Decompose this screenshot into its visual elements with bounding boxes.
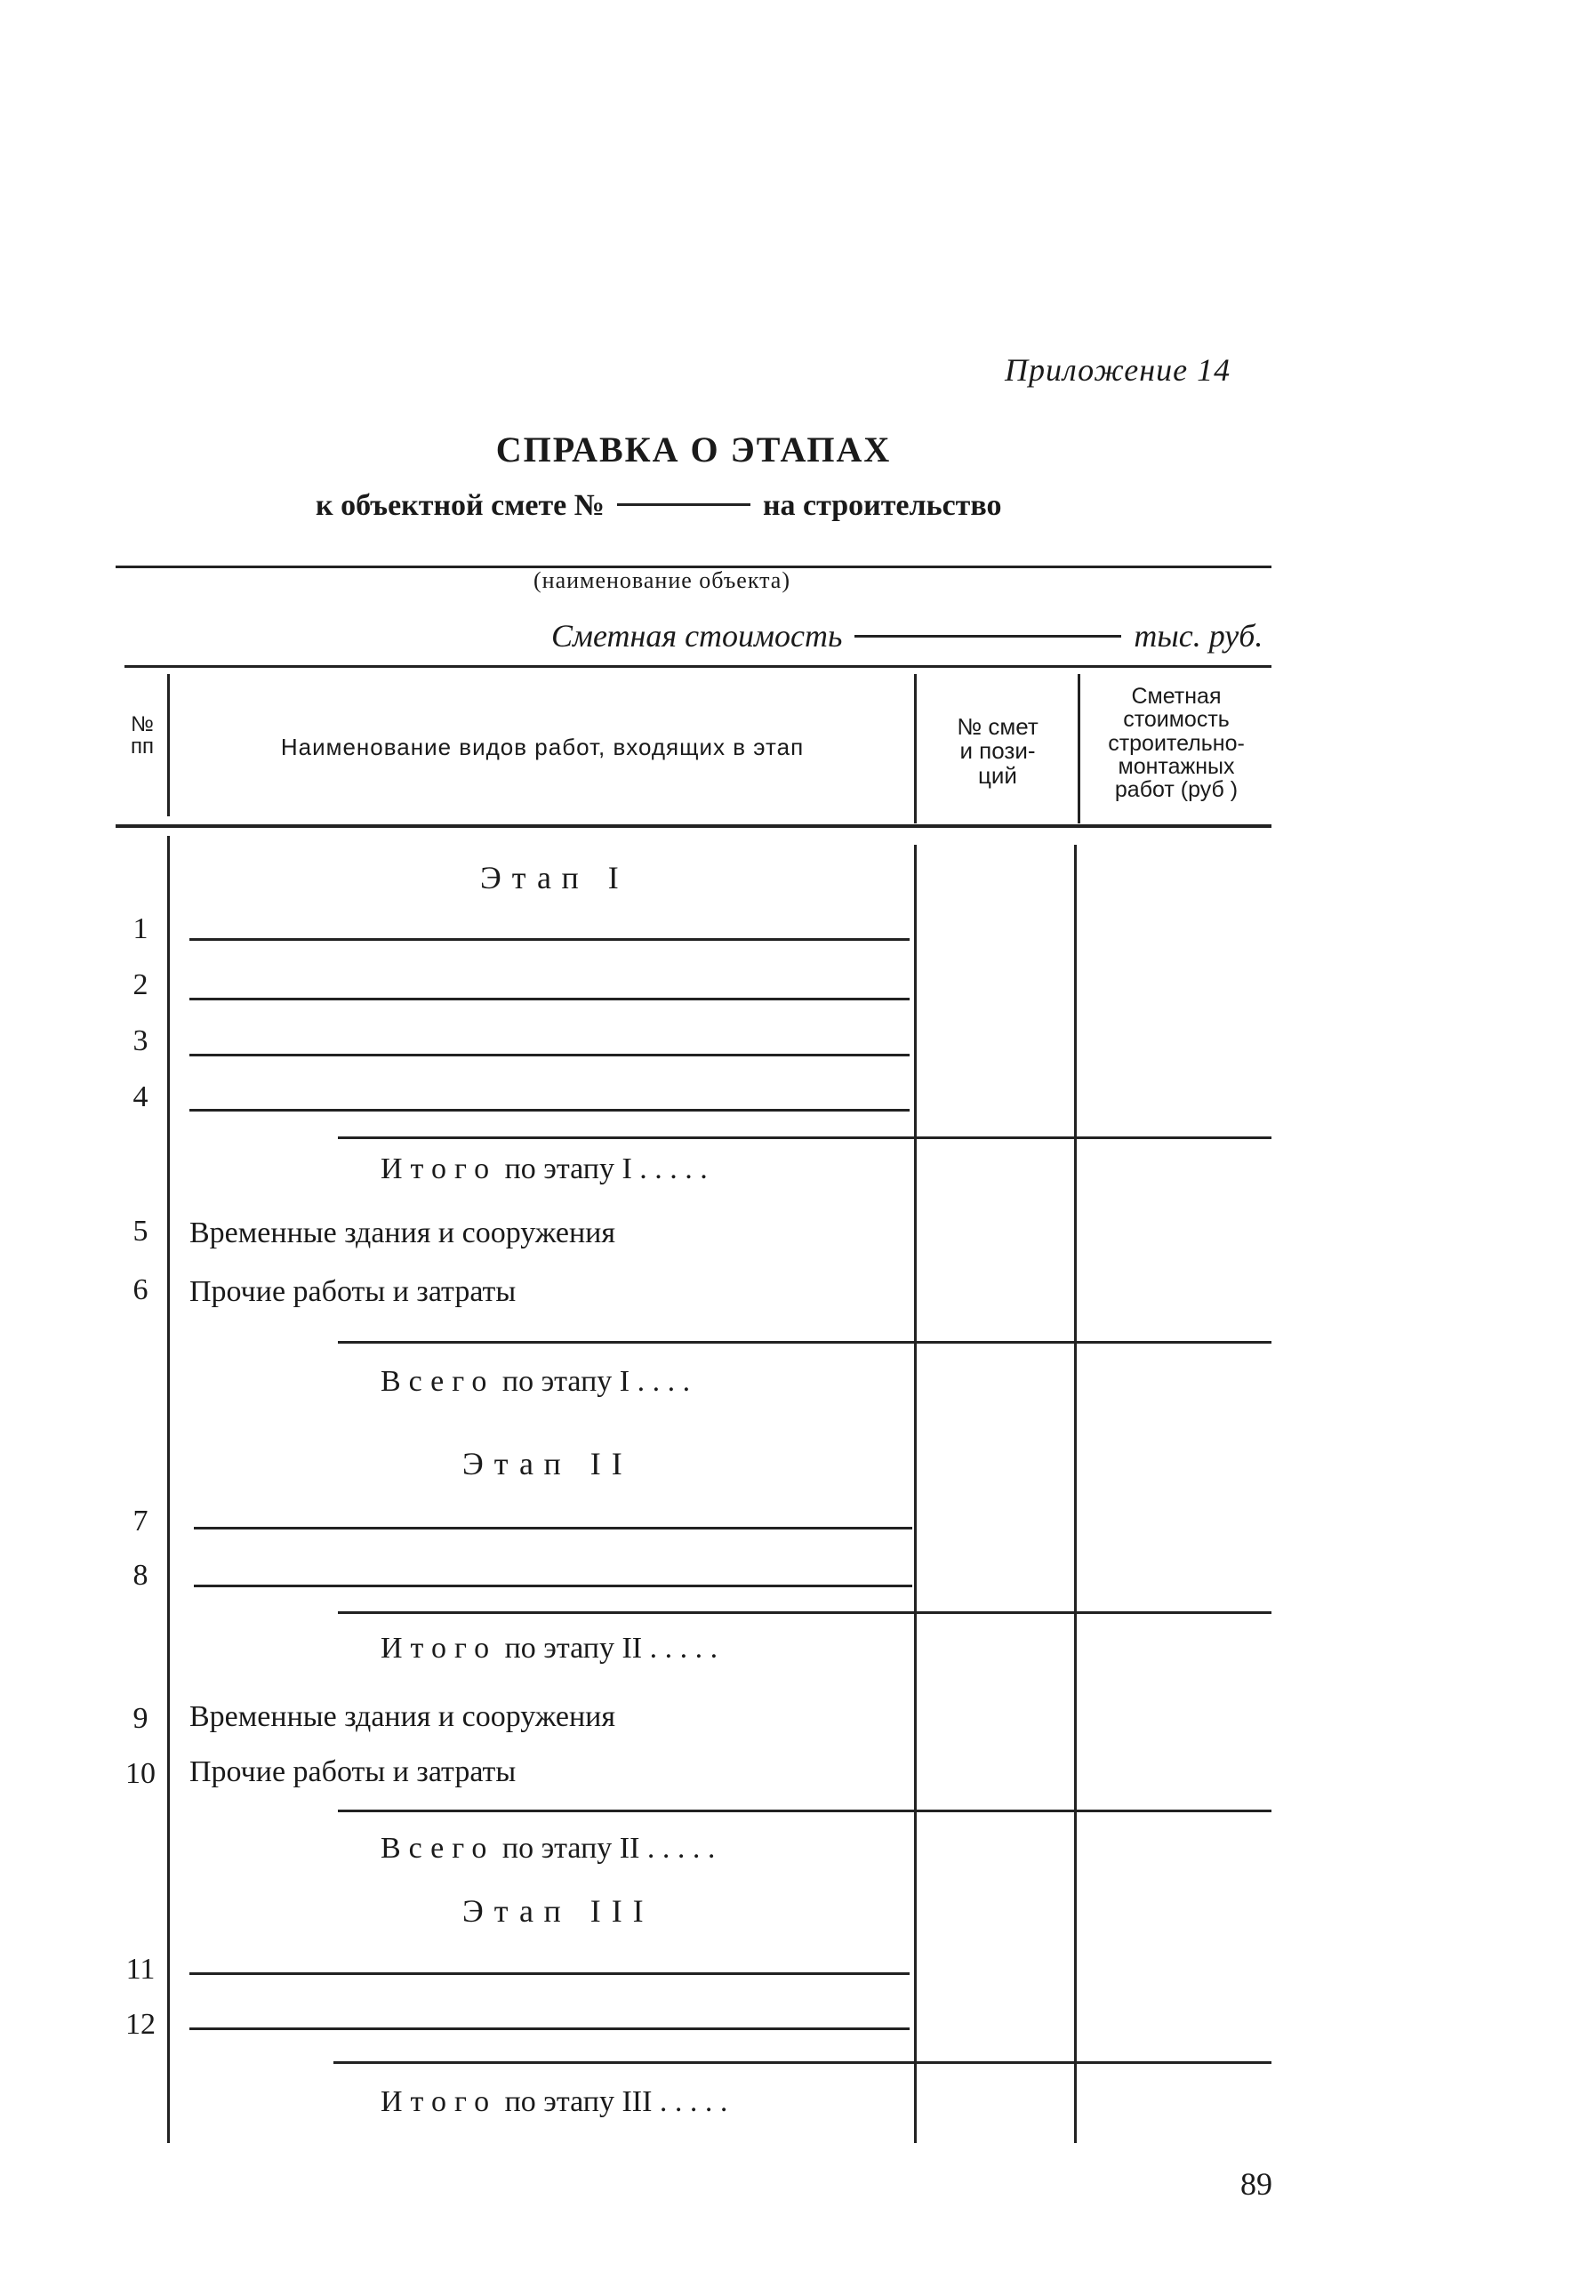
table-top-rule — [124, 665, 1271, 668]
row-11-line — [189, 1972, 910, 1975]
subtitle-before: к объектной смете № — [316, 489, 605, 522]
row-9-text: Временные здания и сооружения — [189, 1700, 615, 1733]
row-number-7: 7 — [132, 1505, 148, 1537]
total-stage-1-rest: по этапу I . . . . . — [504, 1152, 708, 1185]
row-8-line — [194, 1585, 912, 1587]
grand-total-stage-1-rest: по этапу I . . . . — [501, 1365, 691, 1398]
stage-2-heading: Этап II — [462, 1446, 633, 1481]
header-num-line1: № — [131, 712, 154, 736]
row-number-10: 10 — [125, 1757, 156, 1790]
document-title: СПРАВКА О ЭТАПАХ — [495, 429, 892, 470]
total-stage-1-word: Итого — [381, 1152, 498, 1185]
header-cost — [1081, 685, 1271, 801]
row-number-11: 11 — [125, 1953, 156, 1986]
row-number-9: 9 — [132, 1702, 148, 1735]
header-cost-line4: монтажных — [1118, 753, 1235, 779]
row-4-line — [189, 1109, 910, 1112]
row-6-text: Прочие работы и затраты — [189, 1275, 517, 1308]
header-work-name: Наименование видов работ, входящих в этап — [280, 734, 805, 760]
document-subtitle — [316, 489, 1002, 523]
subtitle-after: на строительство — [762, 489, 1002, 522]
object-name-caption: (наименование объекта) — [533, 567, 791, 593]
grand-2-rule — [338, 1810, 1271, 1812]
header-estimates-line3: ций — [978, 761, 1017, 789]
row-7-line — [194, 1527, 912, 1529]
estimate-cost-label: Сметная стоимость — [551, 618, 843, 654]
total-3-rule — [333, 2061, 1271, 2064]
header-cost-line1: Сметная — [1131, 684, 1222, 709]
stage-3-heading: Этап III — [462, 1893, 654, 1929]
header-num-line2: пп — [131, 735, 154, 759]
header-estimates — [918, 715, 1078, 788]
header-cost-line3: строительно- — [1108, 730, 1245, 756]
header-divider-3 — [1078, 674, 1080, 823]
row-2-line — [189, 998, 910, 1000]
total-stage-3-rest: по этапу III . . . . . — [504, 2085, 728, 2118]
body-divider-2 — [914, 845, 917, 2143]
grand-total-stage-2-word: Всего — [381, 1832, 495, 1865]
row-number-8: 8 — [132, 1559, 148, 1592]
row-number-3: 3 — [132, 1024, 148, 1057]
row-number-6: 6 — [132, 1273, 148, 1306]
header-divider-2 — [914, 674, 917, 823]
header-estimates-line1: № смет — [957, 713, 1039, 740]
header-num — [116, 713, 169, 758]
total-stage-3-word: Итого — [381, 2085, 498, 2118]
body-divider-3 — [1074, 845, 1077, 2143]
estimate-cost-line — [551, 617, 1263, 654]
total-stage-1 — [381, 1152, 708, 1186]
row-10-text: Прочие работы и затраты — [189, 1755, 517, 1788]
total-stage-2-word: Итого — [381, 1632, 498, 1665]
grand-total-stage-1-word: Всего — [381, 1365, 495, 1398]
estimate-cost-blank — [854, 635, 1121, 638]
grand-total-stage-2-rest: по этапу II . . . . . — [501, 1832, 716, 1865]
row-12-line — [189, 2027, 910, 2030]
total-1-rule — [338, 1136, 1271, 1139]
grand-total-stage-2 — [381, 1832, 715, 1866]
grand-1-rule — [338, 1341, 1271, 1344]
estimate-cost-unit: тыс. руб. — [1134, 618, 1263, 654]
page-number: 89 — [1240, 2166, 1272, 2202]
stage-1-heading: Этап I — [480, 860, 630, 895]
table-header-rule — [116, 824, 1271, 828]
row-5-text: Временные здания и сооружения — [189, 1216, 615, 1249]
header-estimates-line2: и пози- — [959, 737, 1036, 765]
row-number-4: 4 — [132, 1080, 148, 1113]
total-stage-2-rest: по этапу II . . . . . — [504, 1632, 718, 1665]
row-number-1: 1 — [132, 912, 148, 945]
row-number-5: 5 — [132, 1215, 148, 1248]
total-2-rule — [338, 1611, 1271, 1614]
total-stage-3 — [381, 2085, 727, 2119]
row-3-line — [189, 1054, 910, 1056]
row-1-line — [189, 938, 910, 941]
header-cost-line2: стоимость — [1123, 707, 1230, 733]
header-cost-line5: работ (руб ) — [1114, 777, 1239, 802]
row-number-12: 12 — [125, 2008, 156, 2041]
estimate-number-blank — [617, 503, 750, 506]
body-divider-1 — [167, 836, 170, 2143]
grand-total-stage-1 — [381, 1365, 690, 1399]
appendix-label: Приложение 14 — [1005, 352, 1231, 388]
total-stage-2 — [381, 1632, 718, 1666]
row-number-2: 2 — [132, 968, 148, 1001]
